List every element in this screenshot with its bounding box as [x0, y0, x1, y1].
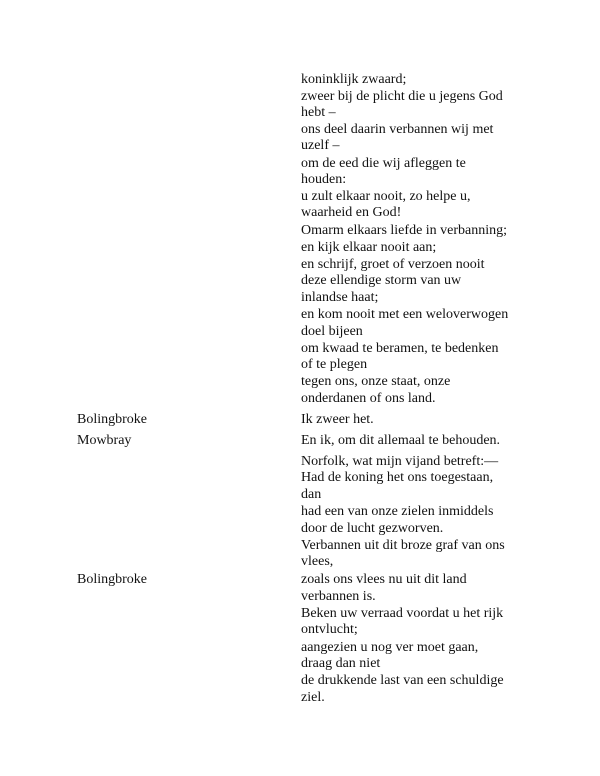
verse-line: dan	[301, 487, 322, 502]
verse-line: had een van onze zielen inmiddels	[301, 504, 494, 519]
verse-line: de drukkende last van een schuldige	[301, 673, 504, 688]
verse-line: en kijk elkaar nooit aan;	[301, 240, 437, 255]
verse-line: vlees,	[301, 554, 334, 569]
verse-line: zweer bij de plicht die u jegens God	[301, 89, 503, 104]
verse-line: onderdanen of ons land.	[301, 391, 436, 406]
verse-line: om de eed die wij afleggen te	[301, 156, 466, 171]
speaker-name: Mowbray	[77, 433, 132, 448]
verse-line: om kwaad te beramen, te bedenken	[301, 341, 499, 356]
verse-line: ziel.	[301, 690, 325, 705]
verse-line: Verbannen uit dit broze graf van ons	[301, 538, 505, 553]
verse-line: draag dan niet	[301, 656, 381, 671]
verse-line: en schrijf, groet of verzoen nooit	[301, 257, 485, 272]
verse-line: u zult elkaar nooit, zo helpe u,	[301, 189, 471, 204]
speaker-name: Bolingbroke	[77, 572, 147, 587]
verse-line: waarheid en God!	[301, 205, 402, 220]
verse-line: hebt –	[301, 105, 336, 120]
verse-line: aangezien u nog ver moet gaan,	[301, 640, 479, 655]
verse-line: uzelf –	[301, 138, 340, 153]
verse-line: Beken uw verraad voordat u het rijk	[301, 606, 504, 621]
verse-line: Omarm elkaars liefde in verbanning;	[301, 223, 508, 238]
verse-line: tegen ons, onze staat, onze	[301, 374, 451, 389]
verse-line: ons deel daarin verbannen wij met	[301, 122, 494, 137]
verse-line: doel bijeen	[301, 324, 363, 339]
verse-line: Norfolk, wat mijn vijand betreft:—	[301, 454, 499, 469]
verse-line: door de lucht gezworven.	[301, 521, 444, 536]
verse-line: of te plegen	[301, 357, 368, 372]
verse-line: ontvlucht;	[301, 622, 358, 637]
verse-line: Ik zweer het.	[301, 412, 374, 427]
verse-line: verbannen is.	[301, 589, 376, 604]
verse-line: En ik, om dit allemaal te behouden.	[301, 433, 501, 448]
verse-line: en kom nooit met een weloverwogen	[301, 307, 509, 322]
verse-line: inlandse haat;	[301, 290, 379, 305]
speaker-name: Bolingbroke	[77, 412, 147, 427]
verse-line: houden:	[301, 172, 347, 187]
verse-line: zoals ons vlees nu uit dit land	[301, 572, 467, 587]
verse-line: koninklijk zwaard;	[301, 72, 407, 87]
verse-line: deze ellendige storm van uw	[301, 273, 462, 288]
verse-line: Had de koning het ons toegestaan,	[301, 470, 494, 485]
